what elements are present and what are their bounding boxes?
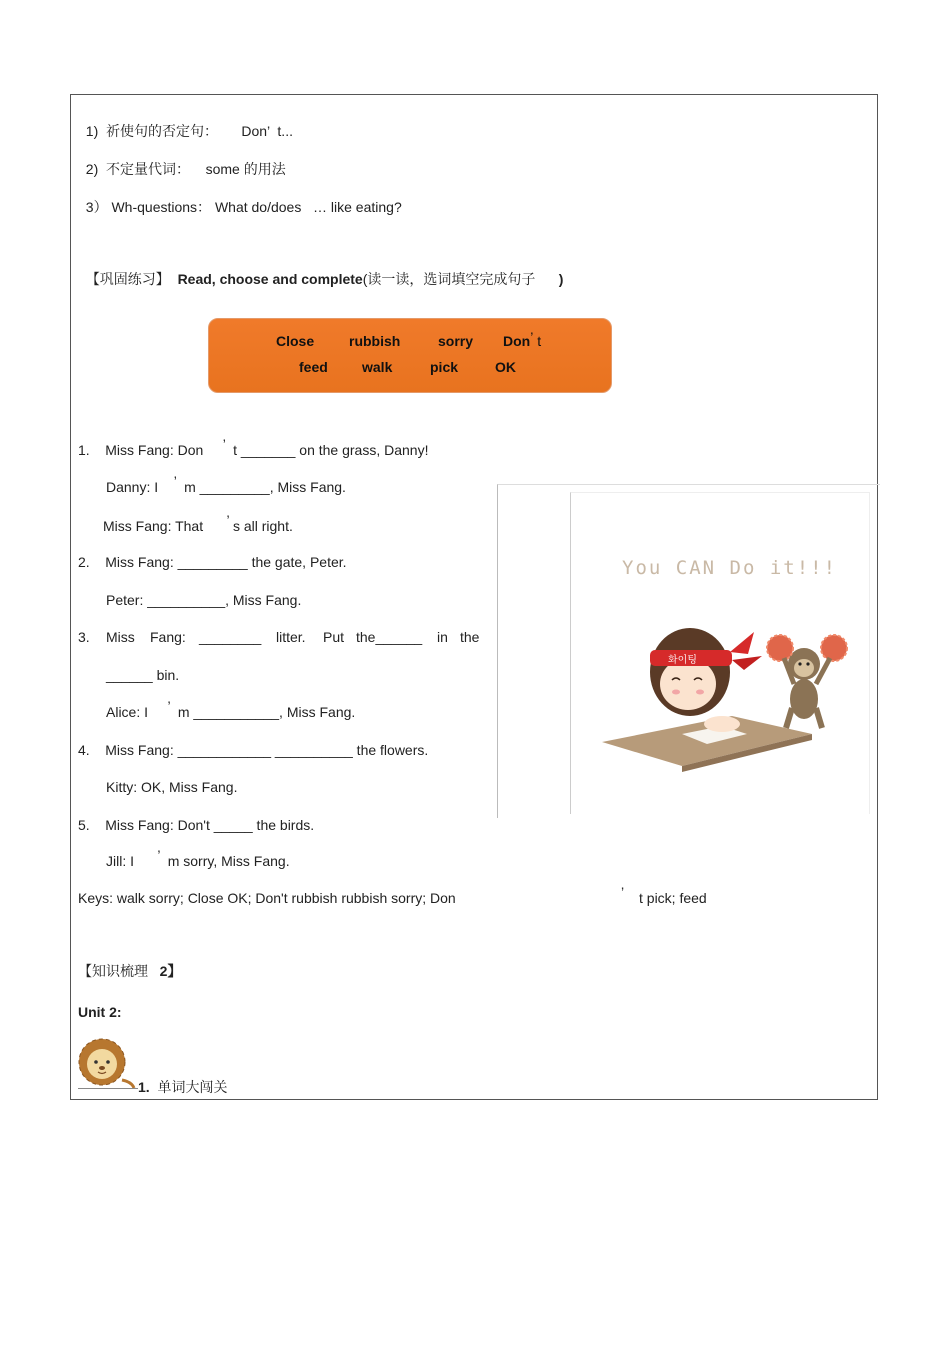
q3-line2: ______ bin.: [106, 667, 180, 683]
practice-heading: 【巩固练习】 Read, choose and complete(读一读，选词填空完成句子 ): [85, 271, 564, 287]
q4-line2: Kitty: OK, Miss Fang.: [106, 779, 238, 795]
q3-num: 3.: [78, 629, 90, 645]
q3-w5: Put: [323, 629, 345, 645]
word-sorry: sorry: [438, 333, 474, 349]
section-underline: [78, 1088, 138, 1089]
keys-apostrophe: ’: [621, 884, 625, 900]
lion-icon: [78, 1036, 136, 1093]
answer-keys-end: t pick; feed: [639, 890, 707, 906]
encouragement-illustration: [572, 494, 868, 812]
q5-line1: 5. Miss Fang: Don't _____ the birds.: [78, 817, 315, 833]
q1-line3: Miss Fang: That ’ s all right.: [103, 512, 293, 534]
word-bank-box: [208, 318, 612, 393]
q5-line2: Jill: I ’ m sorry, Miss Fang.: [106, 847, 290, 869]
q3-w7: in: [437, 629, 448, 645]
knowledge-heading: 【知识梳理 2】: [78, 963, 182, 979]
q3-w4: litter.: [276, 629, 306, 645]
answer-keys: Keys: walk sorry; Close OK; Don't rubbish rubbish sorry; Don: [78, 890, 456, 906]
word-rubbish: rubbish: [349, 333, 401, 349]
word-walk: walk: [362, 359, 393, 375]
q3-w3: ________: [199, 629, 262, 645]
word-feed: feed: [299, 359, 328, 375]
word-close: Close: [276, 333, 315, 349]
word-ok: OK: [495, 359, 516, 375]
q3-line3: Alice: I ’ m ___________, Miss Fang.: [106, 698, 356, 720]
section-vocab-title: 1. 单词大闯关: [138, 1079, 228, 1095]
q3-w2: Fang:: [150, 629, 186, 645]
headband-text: 화이팅: [668, 655, 697, 666]
q4-line1: 4. Miss Fang: ____________ __________ the flowers.: [78, 742, 429, 758]
q1-line2: Danny: I ’ m _________, Miss Fang.: [106, 473, 346, 495]
caption-text: You CAN Do it!!!: [622, 557, 838, 579]
point-1: 1) 祈使句的否定句： Don’ t...: [85, 123, 293, 139]
q3-w6: the______: [356, 629, 423, 645]
point-3: 3） Wh-questions： What do/does … like eating?: [85, 199, 402, 215]
word-pick: pick: [430, 359, 459, 375]
unit-title: Unit 2:: [78, 1004, 122, 1020]
q1-line1: 1. Miss Fang: Don ’ t _______ on the grass, Danny!: [78, 436, 429, 458]
q3-w8: the: [460, 629, 480, 645]
word-dont: Don’ t: [503, 329, 542, 349]
q2-line1: 2. Miss Fang: _________ the gate, Peter.: [78, 554, 347, 570]
q2-line2: Peter: __________, Miss Fang.: [106, 592, 302, 608]
point-2: 2) 不定量代词： some 的用法: [85, 161, 286, 177]
q3-w1: Miss: [106, 629, 135, 645]
